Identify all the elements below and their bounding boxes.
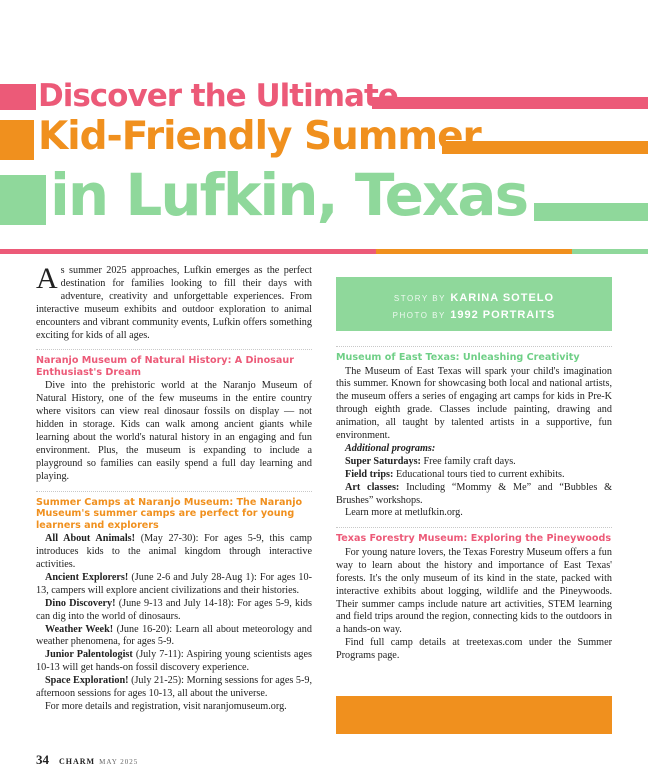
program-details: Free family craft days. — [420, 455, 516, 467]
page-number: 34 — [36, 752, 49, 767]
photo-credit — [336, 306, 612, 323]
divider-orange — [376, 249, 572, 254]
additional-label-text: Additional programs: — [345, 442, 436, 454]
program-name: Super Saturdays: — [345, 455, 421, 467]
intro-text: s summer 2025 approaches, Lufkin emerges as the perfect destination for families looking to fill their days with adventure, creativity and unforgettable experiences. From interactive museum exhibits and outdoor exploration to animal encounters and vibrant community events, Lufkin offers something exciting for kids of all ages. — [36, 265, 312, 341]
camp-name: Junior Palentologist — [45, 649, 133, 661]
camp-name: Space Exploration! — [45, 675, 129, 687]
camp-item — [36, 675, 312, 701]
photo-label: PHOTO BY — [392, 311, 446, 320]
camp-details: (July 7-11): Aspiring young scientists ages 10-13 will get hands-on fossil discovery experience. — [36, 649, 312, 674]
naranjo-heading: Naranjo Museum of Natural History: A Dinosaur Enthusiast's Dream — [36, 355, 294, 378]
orange-accent-box — [336, 696, 612, 734]
section-divider — [36, 349, 312, 350]
divider-green — [572, 249, 648, 254]
section-divider — [336, 527, 612, 528]
camp-details: (May 27-30): For ages 5-9, this camp introduces kids to the animal kingdom through interactive activities. — [36, 533, 312, 570]
story-credit — [336, 289, 612, 306]
right-column — [336, 346, 612, 663]
camp-details: (June 9-13 and July 14-18): For ages 5-9, kids can dig into the world of dinosaurs. — [36, 597, 312, 622]
camp-name: Ancient Explorers! — [45, 571, 129, 583]
camp-details: (June 16-20): Learn all about meteorology and weather phenomena, for ages 5-9. — [36, 623, 312, 648]
additional-programs-label — [336, 443, 612, 456]
east-texas-body: The Museum of East Texas will spark your child's imagination this summer. Known for showcasing both local and national artists, the museum offers a series of engaging art camps for kids in Pre-K through eighth grade. Classes include painting, drawing and animation, all taught by talented artists in a supportive, fun environment. — [336, 365, 612, 442]
forestry-body: For young nature lovers, the Texas Forestry Museum offers a fun way to learn about the history and importance of East Texas' forests. It's the only museum of its kind in the state, packed with interactive exhibits about logging, wildlife and the Pineywoods. Their summer camps include nature art activities, STEM learning and field trips around the region, connecting kids to the outdoors in a hands-on way. — [336, 546, 612, 636]
green-stripe-left — [0, 175, 46, 225]
folio — [36, 751, 138, 769]
forestry-footer: Find full camp details at treetexas.com under the Summer Programs page. — [336, 637, 612, 662]
naranjo-body: Dive into the prehistoric world at the Naranjo Museum of Natural History, one of the few museums in the entire country where visitors can view real dinosaur fossils on display — not hidden in storage. Kids can walk among ancient giants while learning about the world's natural history in an engaging and fun environment. Plus, the museum is expanding to include a playground so families can easily spend a full day learning and playing. — [36, 380, 312, 482]
camp-name: Weather Week! — [45, 623, 114, 635]
headline-line-1: Discover the Ultimate — [38, 78, 398, 114]
story-label: STORY BY — [393, 294, 446, 303]
program-details: Educational tours tied to current exhibits. — [393, 468, 565, 480]
east-texas-footer: Learn more at metlufkin.org. — [345, 507, 463, 519]
credits-box — [336, 277, 612, 331]
left-column — [36, 262, 312, 714]
photo-name: 1992 PORTRAITS — [450, 309, 556, 321]
drop-cap: A — [36, 262, 58, 295]
pink-stripe-right — [372, 97, 648, 109]
program-name: Art classes: — [345, 481, 400, 493]
story-name: KARINA SOTELO — [450, 292, 555, 304]
camps-footer: For more details and registration, visit naranjomuseum.org. — [45, 700, 287, 712]
camp-details: (June 2-6 and July 28-Aug 1): For ages 10-13, campers will explore ancient civilizations and their histories. — [36, 571, 312, 596]
program-item — [336, 469, 612, 482]
program-item — [336, 456, 612, 469]
section-divider — [36, 491, 312, 492]
green-stripe-right — [534, 203, 648, 221]
camp-name: All About Animals! — [45, 533, 136, 545]
pink-stripe-left — [0, 84, 36, 110]
camp-item — [36, 624, 312, 650]
camp-name: Dino Discovery! — [45, 597, 116, 609]
magazine-name: CHARM — [59, 757, 96, 766]
headline-line-3: in Lufkin, Texas — [50, 161, 528, 229]
headline-line-2: Kid-Friendly Summer — [38, 114, 481, 159]
section-divider — [336, 346, 612, 347]
camp-item — [36, 572, 312, 598]
orange-stripe-left — [0, 120, 34, 160]
camps-heading: Summer Camps at Naranjo Museum: The Naranjo Museum's summer camps are perfect for young learners and explorers — [36, 496, 303, 531]
camp-details: (July 21-25): Morning sessions for ages 5-9, afternoon sessions for ages 10-13, all about the universe. — [36, 675, 312, 700]
program-details: Including “Mommy & Me” and “Bubbles & Brushes” workshops. — [336, 481, 613, 506]
east-texas-heading: Museum of East Texas: Unleashing Creativity — [336, 352, 580, 363]
issue-date: MAY 2025 — [99, 758, 139, 766]
camp-item — [36, 598, 312, 624]
program-name: Field trips: — [345, 468, 394, 480]
camp-item — [36, 649, 312, 675]
camp-item — [36, 533, 312, 572]
program-item — [336, 482, 612, 508]
forestry-heading: Texas Forestry Museum: Exploring the Pineywoods — [336, 533, 612, 545]
divider-pink — [0, 249, 376, 254]
intro-paragraph — [36, 262, 312, 342]
